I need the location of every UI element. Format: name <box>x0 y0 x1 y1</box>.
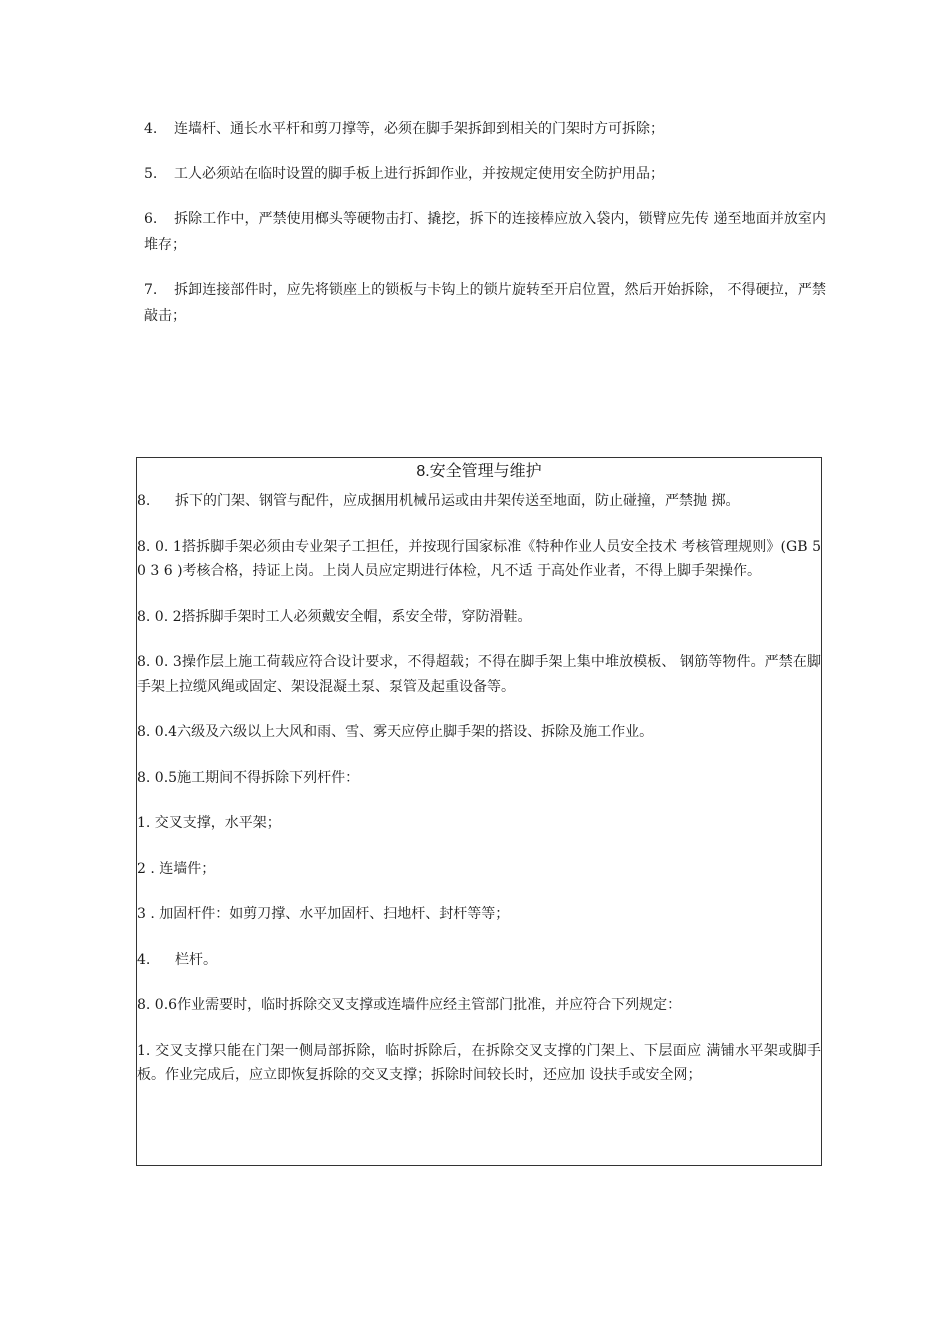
list-item <box>144 277 826 329</box>
section-body <box>137 489 821 1088</box>
item-text: 工人必须站在临时设置的脚手板上进行拆卸作业，并按规定使用安全防护用品； <box>174 166 664 182</box>
section-item <box>137 489 821 514</box>
section-title: 8.安全管理与维护 <box>416 463 542 480</box>
item-number: 5. <box>144 166 158 182</box>
top-instruction-list <box>144 116 826 348</box>
list-item <box>144 206 826 258</box>
section-item <box>137 993 821 1018</box>
item-text: 3 . 加固杆件：如剪刀撑、水平加固杆、扫地杆、封杆等等； <box>137 906 510 922</box>
section-item <box>137 902 821 927</box>
item-text: 拆卸连接部件时，应先将锁座上的锁板与卡钩上的锁片旋转至开启位置，然后开始拆除， 不得硬拉，严禁敲击； <box>144 282 826 324</box>
item-text: 1. 交叉支撑，水平架； <box>137 815 281 831</box>
safety-section-box <box>136 457 822 1166</box>
item-number: 8. <box>137 493 151 509</box>
item-text: 栏杆。 <box>175 951 217 968</box>
section-item <box>137 650 821 699</box>
section-item <box>137 857 821 882</box>
item-text: 8. 0. 3操作层上施工荷载应符合设计要求，不得超载；不得在脚手架上集中堆放模板、 钢筋等物件。严禁在脚手架上拉缆风绳或固定、架设混凝土泵、泵管及起重设备等。 <box>137 654 821 695</box>
section-item <box>137 948 821 973</box>
item-number: 6. <box>144 211 158 227</box>
item-text: 拆除工作中，严禁使用榔头等硬物击打、撬挖，拆下的连接棒应放入袋内，锁臂应先传 递至地面并放室内堆存； <box>144 211 826 253</box>
item-text: 8. 0. 2搭拆脚手架时工人必须戴安全帽，系安全带，穿防滑鞋。 <box>137 608 532 625</box>
section-item <box>137 535 821 584</box>
section-item <box>137 720 821 745</box>
item-text: 1. 交叉支撑只能在门架一侧局部拆除，临时拆除后，在拆除交叉支撑的门架上、下层面应 满铺水平架或脚手板。作业完成后，应立即恢复拆除的交叉支撑；拆除时间较长时，还应加 设扶手或安全网； <box>137 1042 821 1083</box>
item-number: 7. <box>144 282 158 298</box>
item-text: 8. 0.6作业需要时，临时拆除交叉支撑或连墙件应经主管部门批准，并应符合下列规定： <box>137 997 682 1013</box>
item-text: 8. 0.4六级及六级以上大风和雨、雪、雾天应停止脚手架的搭设、拆除及施工作业。 <box>137 724 654 740</box>
item-text: 8. 0.5施工期间不得拆除下列杆件： <box>137 769 360 786</box>
section-item <box>137 766 821 791</box>
section-item <box>137 1039 821 1088</box>
item-number: 4. <box>137 951 151 968</box>
item-text: 2 . 连墙件； <box>137 860 216 877</box>
section-item <box>137 605 821 630</box>
list-item <box>144 116 826 142</box>
item-number: 4. <box>144 121 158 137</box>
section-item <box>137 811 821 836</box>
list-item <box>144 161 826 187</box>
item-text: 拆下的门架、钢管与配件，应成捆用机械吊运或由井架传送至地面，防止碰撞，严禁抛 掷。 <box>175 493 740 509</box>
item-text: 8. 0. 1搭拆脚手架必须由专业架子工担任，并按现行国家标准《特种作业人员安全技术 考核管理规则》(GB 5 0 3 6 )考核合格，持证上岗。上岗人员应定期进行体检，凡不适 于高处作业者，不得上脚手架操作。 <box>137 538 821 579</box>
item-text: 连墙杆、通长水平杆和剪刀撑等，必须在脚手架拆卸到相关的门架时方可拆除； <box>174 121 664 137</box>
